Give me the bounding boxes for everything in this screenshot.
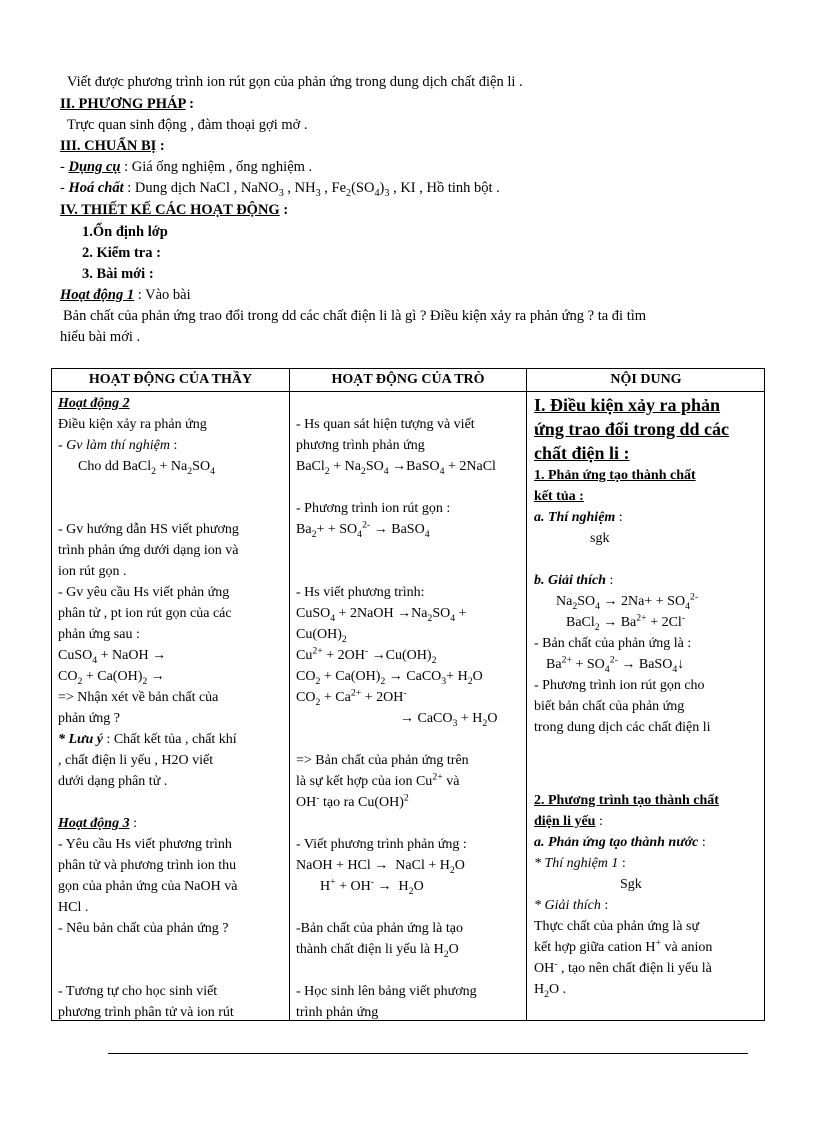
step-3: 3. Bài mới : <box>82 266 154 282</box>
content-equation: BaCl$_2$ → $Ba^{2+} + 2Cl^-$ <box>566 612 686 633</box>
content-title-2: ứng trao đổi trong dd các <box>534 419 729 439</box>
activity-1-text: : Vào bài <box>137 287 191 303</box>
teacher-line: => Nhận xét về bản chất của <box>58 690 219 705</box>
teacher-line: - Gv yêu cầu Hs viết phản ứng <box>58 585 230 600</box>
student-line: - Học sinh lên bảng viết phương <box>296 984 477 999</box>
activity-2-label: Hoạt động 2 <box>58 396 130 411</box>
student-column <box>296 414 497 1023</box>
student-equation: $CO_2 + Ca(OH)_2$ → CaCO$_3$+ $H_2O$ <box>296 669 483 687</box>
content-line: biết bản chất của phản ứng <box>534 699 685 714</box>
header-student: HOẠT ĐỘNG CỦA TRÒ <box>331 372 485 387</box>
student-line: thành chất điện li yếu là $H_2O$ <box>296 942 459 960</box>
activity-1-label: Hoạt động 1 <box>60 287 135 303</box>
content-equation: $Ba^{2+} + SO_4^{2-}$ → BaSO$_4$↓ <box>546 654 685 675</box>
student-equation: $Cu(OH)_2$ <box>296 627 347 645</box>
activity-3-label: Hoạt động 3 <box>58 816 130 831</box>
student-equation: $CO_2 + Ca^{2+} + 2OH^-$ <box>296 687 407 708</box>
content-line: sgk <box>590 531 610 546</box>
student-line: => Bản chất của phản ứng trên <box>296 753 469 768</box>
teacher-line: gọn của phản ứng của NaOH và <box>58 879 238 894</box>
teacher-line: phương trình phân tử và ion rút <box>58 1005 234 1020</box>
content-line: - Bản chất của phản ứng là : <box>534 636 692 651</box>
teacher-line: - Gv hướng dẫn HS viết phương <box>58 522 239 537</box>
section-2-text: Trực quan sinh động , đàm thoại gợi mở . <box>67 117 308 133</box>
student-equation: $H^+ + OH^- \to H_2O$ <box>320 876 424 897</box>
activity-3-line: Hoạt động 3 : <box>58 816 137 831</box>
teacher-line: Điều kiện xảy ra phản ứng <box>58 417 207 432</box>
student-equation: $Cu^{2+} + 2OH^- \to Cu(OH)_2$ <box>296 645 437 666</box>
content-subtitle: kết tủa : <box>534 489 584 504</box>
teacher-column <box>58 393 239 1023</box>
step-2: 2. Kiểm tra : <box>82 245 161 261</box>
section-4-title: IV. THIẾT KẾ CÁC HOẠT ĐỘNG <box>60 202 280 218</box>
dung-cu-label: Dụng cụ <box>68 159 121 175</box>
content-line: b. Giải thích : <box>534 573 614 588</box>
content-line: $H_2O$ . <box>534 982 567 1000</box>
student-equation: BaCl$_2$ + $Na_2SO_4$ →BaSO$_4$ + 2NaCl <box>296 459 496 477</box>
teacher-line: - Gv làm thí nghiệm : <box>58 438 178 453</box>
step-1: 1.Ổn định lớp <box>82 224 168 240</box>
hoa-chat-line: - Hoá chất : Dung dịch NaCl , NaNO$_3$ , $NH_3$ , $Fe_2(SO_4)_3$ , KI , Hồ tinh bột . <box>60 180 500 199</box>
content-line: kết hợp giữa cation H+ và anion <box>534 937 713 955</box>
teacher-line: - Nêu bản chất của phản ứng ? <box>58 921 229 936</box>
student-equation: $Ba_2+ + SO_4^{2-}$ → BaSO$_4$ <box>296 519 430 540</box>
content-line: trong dung dịch các chất điện li <box>534 720 711 735</box>
teacher-line: $CO_2 + Ca(OH)_2$ → <box>58 669 165 687</box>
content-line: a. Phản ứng tạo thành nước : <box>534 835 706 850</box>
teacher-line: * Lưu ý : Chất kết tủa , chất khí <box>58 732 237 747</box>
section-4-heading: IV. THIẾT KẾ CÁC HOẠT ĐỘNG : <box>60 202 289 218</box>
content-subtitle: 1. Phản ứng tạo thành chất <box>534 468 696 483</box>
teacher-line: , chất điện li yếu , H2O viết <box>58 753 214 768</box>
teacher-line: phân tử , pt ion rút gọn của các <box>58 606 232 621</box>
hoa-chat-label: Hoá chất <box>68 180 124 196</box>
content-line: OH- , tạo nên chất điện li yếu là <box>534 958 712 976</box>
activity-1-line <box>60 285 191 306</box>
header-content: NỘI DUNG <box>610 372 682 387</box>
teacher-line: - Yêu cầu Hs viết phương trình <box>58 837 232 852</box>
student-equation: CuSO$_4$ + 2NaOH $\to Na_2SO_4$ + <box>296 606 467 624</box>
section-2-title: II. PHƯƠNG PHÁP <box>60 96 186 112</box>
content-subtitle: điện li yếu : <box>534 814 603 829</box>
student-equation: → CaCO$_3$ + $H_2O$ <box>400 711 498 729</box>
teacher-line: phân tử và phương trình ion thu <box>58 858 237 873</box>
content-title-3: chất điện li : <box>534 443 630 463</box>
teacher-line: phản ứng ? <box>58 711 121 726</box>
content-column <box>534 393 729 1000</box>
teacher-line: CuSO$_4$ + NaOH → <box>58 648 167 666</box>
content-title-1: I. Điều kiện xảy ra phản <box>534 395 721 415</box>
content-line: Sgk <box>620 877 642 892</box>
student-line: trình phản ứng <box>296 1005 379 1020</box>
teacher-line: Cho dd BaCl$_2$ + $Na_2SO_4$ <box>78 459 215 477</box>
content-line: * Giải thích : <box>534 898 609 913</box>
content-line: * Thí nghiệm 1 : <box>534 856 626 871</box>
content-line: - Phương trình ion rút gọn cho <box>534 678 705 693</box>
header-divider <box>52 391 764 392</box>
student-line: - Phương trình ion rút gọn : <box>296 501 451 516</box>
teacher-line: - Tương tự cho học sinh viết <box>58 984 218 999</box>
objective-text: Viết được phương trình ion rút gọn của phản ứng trong dung dịch chất điện li . <box>67 74 523 90</box>
student-line: -Bản chất của phản ứng là tạo <box>296 921 463 936</box>
dung-cu-line: - Dụng cụ : Giá ống nghiệm , ống nghiệm . <box>60 159 313 175</box>
student-line: là sự kết hợp của ion $Cu^{2+}$ và <box>296 771 460 789</box>
lesson-table <box>51 368 765 1021</box>
section-2-heading: II. PHƯƠNG PHÁP : <box>60 96 194 112</box>
question-line-2: hiểu bài mới . <box>60 329 141 345</box>
column-divider-1 <box>289 369 290 1020</box>
section-3-title: III. CHUẨN BỊ <box>60 138 157 154</box>
content-line: Thực chất của phản ứng là sự <box>534 919 700 934</box>
student-line: - Viết phương trình phản ứng : <box>296 837 467 852</box>
teacher-line: trình phản ứng dưới dạng ion và <box>58 543 239 558</box>
header-teacher: HOẠT ĐỘNG CỦA THẦY <box>88 372 253 387</box>
content-subtitle: 2. Phương trình tạo thành chất <box>534 793 719 808</box>
footer-rule <box>108 1053 748 1054</box>
content-equation: $Na_2SO_4 \to 2Na+ + SO_4^{2-}$ <box>556 591 699 612</box>
student-line: - Hs viết phương trình: <box>296 585 425 600</box>
question-line-1: Bản chất của phản ứng trao đổi trong dd các chất điện li là gì ? Điều kiện xảy ra phản ứng ? ta đi tìm <box>63 308 647 324</box>
student-equation: NaOH + HCl → NaCl + $H_2O$ <box>296 858 465 876</box>
teacher-line: HCl . <box>58 900 89 915</box>
teacher-line: ion rút gọn . <box>58 564 127 579</box>
student-line: - Hs quan sát hiện tượng và viết <box>296 417 475 432</box>
teacher-line: dưới dạng phân tử . <box>58 774 168 789</box>
section-3-heading: III. CHUẨN BỊ : <box>60 138 165 154</box>
teacher-line: phản ứng sau : <box>58 627 140 642</box>
dung-cu-text: : Giá ống nghiệm , ống nghiệm . <box>124 159 313 175</box>
content-line: a. Thí nghiệm : <box>534 510 623 525</box>
student-line: phương trình phản ứng <box>296 438 425 453</box>
column-divider-2 <box>526 369 527 1020</box>
student-line: OH- tạo ra Cu(OH)$^2$ <box>296 792 409 810</box>
